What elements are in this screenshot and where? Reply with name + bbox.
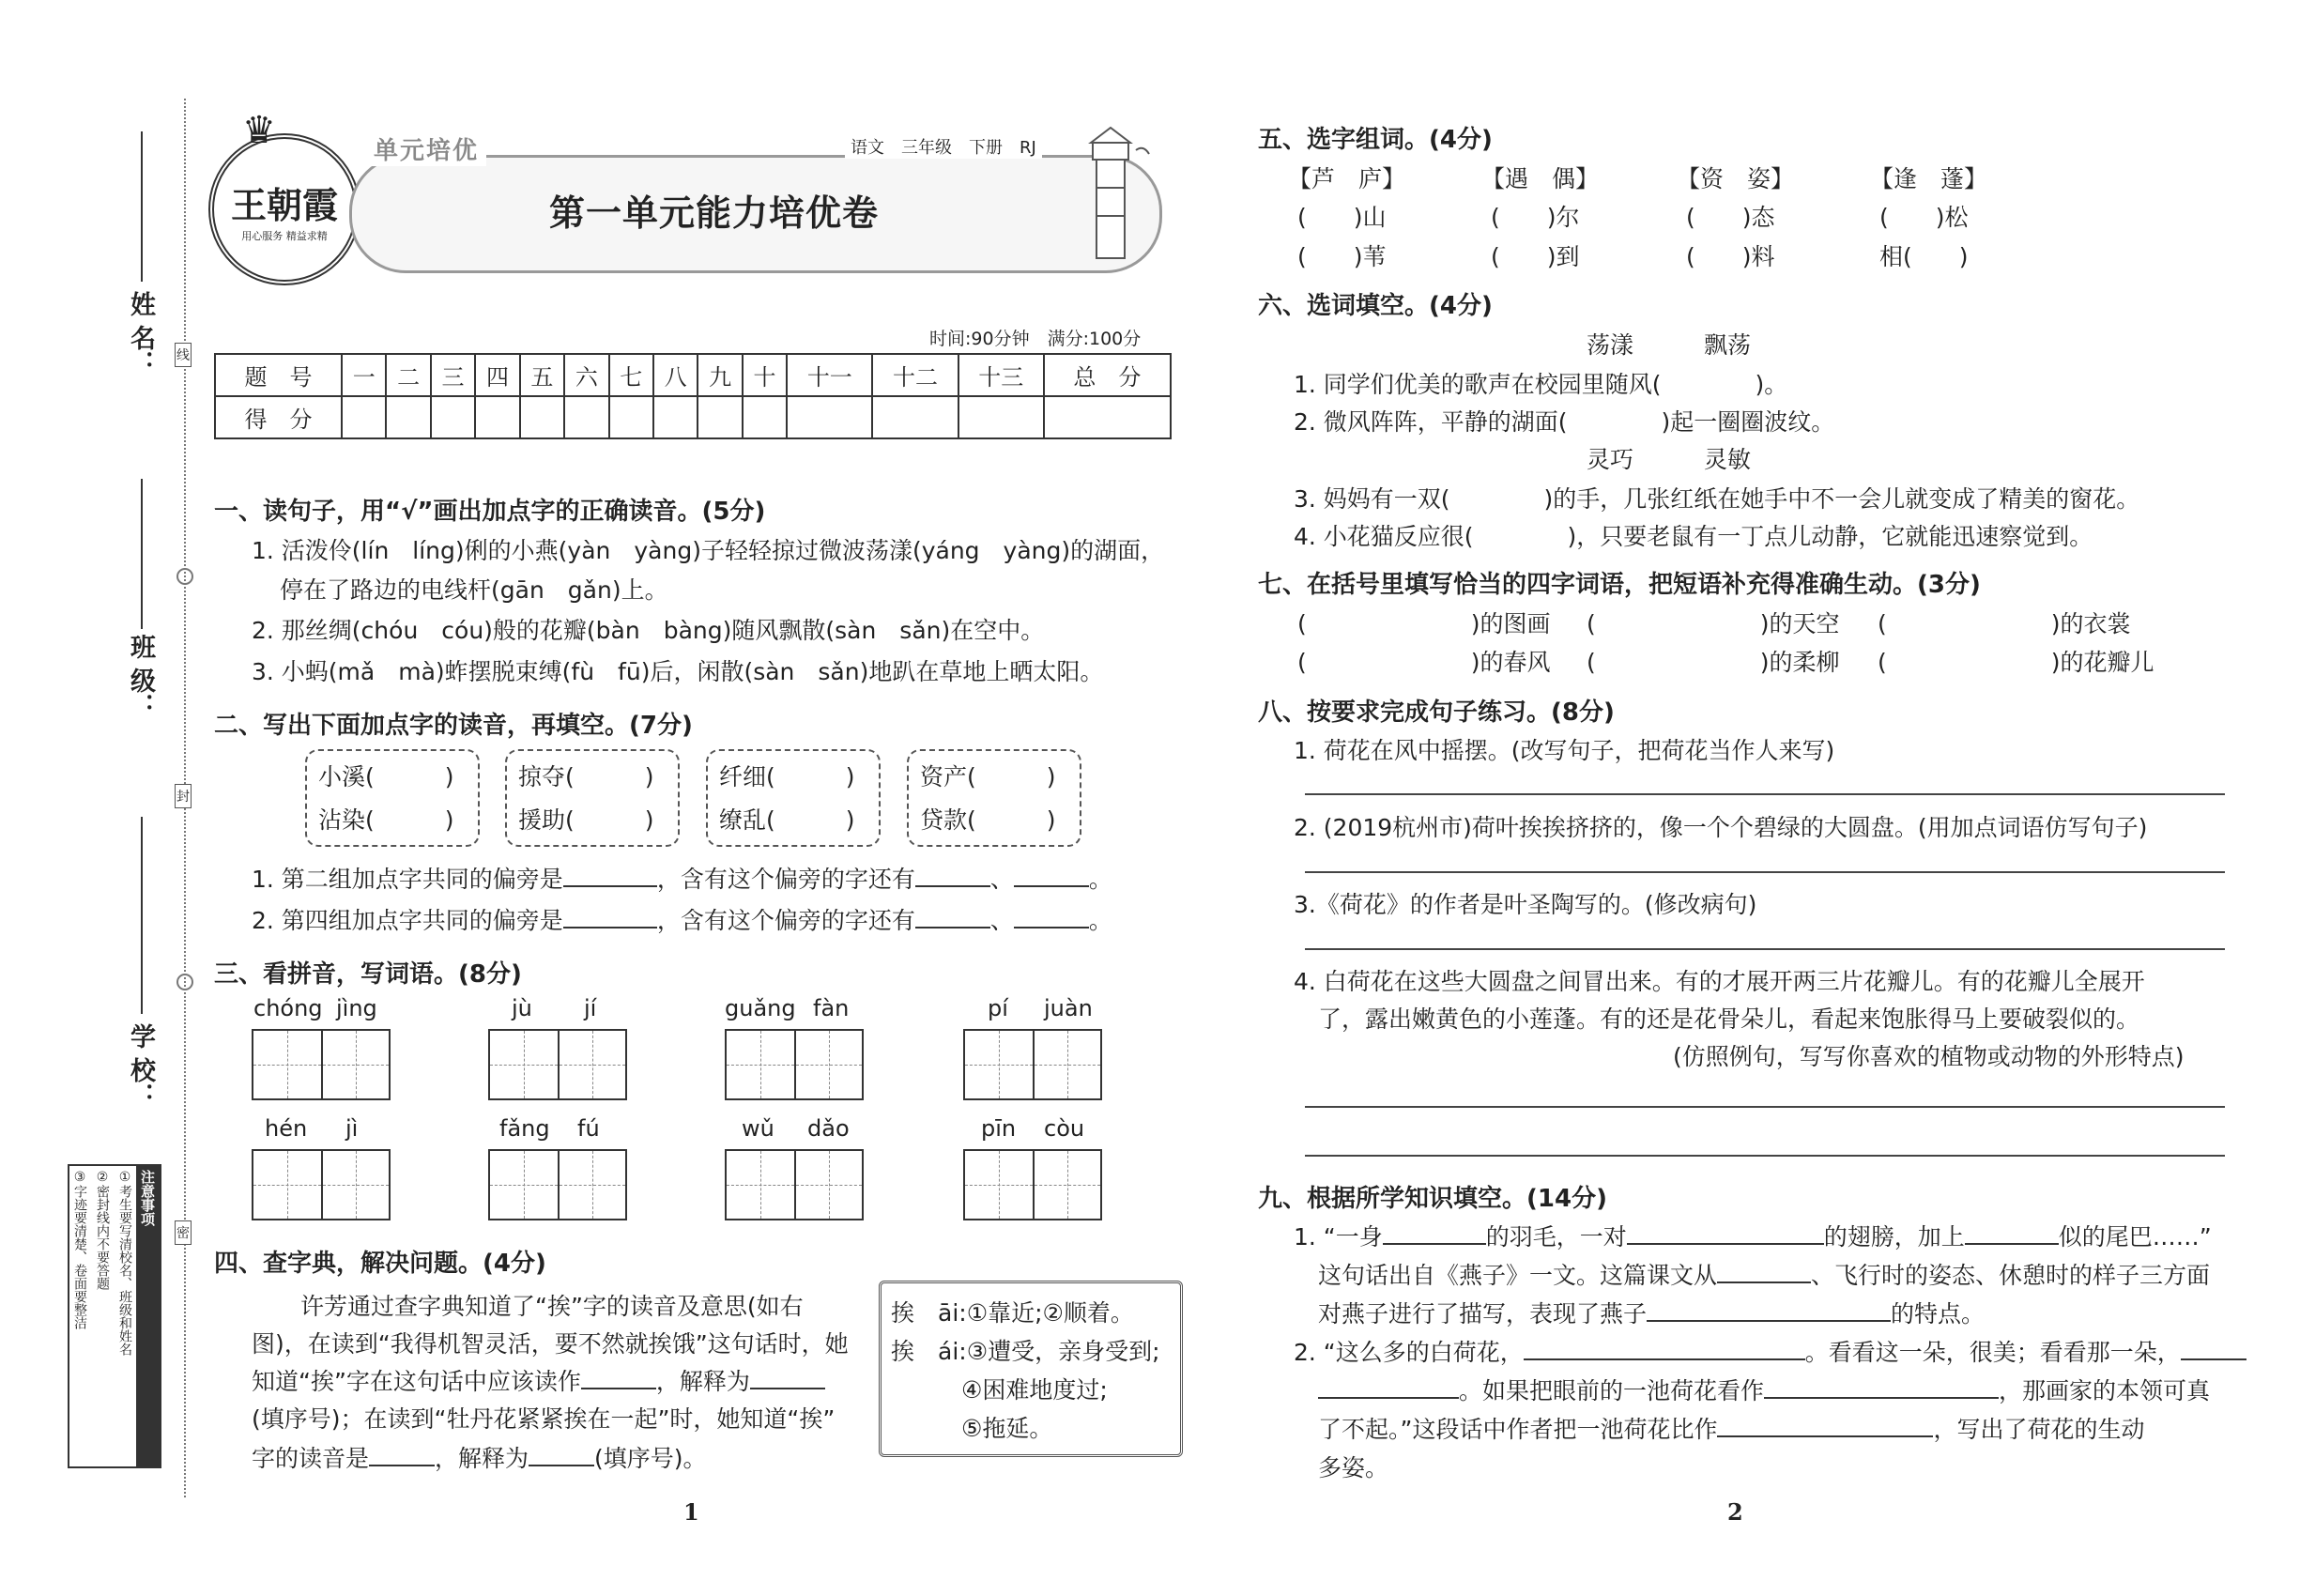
seal-mark-mi: 密 <box>175 1220 192 1245</box>
pinyin: wǔ <box>742 1115 774 1142</box>
score-header-cell: 一 <box>342 354 386 396</box>
answer-blank[interactable] <box>750 1364 825 1389</box>
answer-blank[interactable] <box>1965 1220 2059 1245</box>
name-line[interactable] <box>141 131 143 282</box>
q7-item[interactable]: ( )的花瓣儿 <box>1878 649 2154 676</box>
pinyin: jì <box>345 1115 359 1142</box>
score-input-cell[interactable] <box>958 396 1044 438</box>
q2-word: 沾染( ) <box>318 806 454 834</box>
q1-line: 2. 那丝绸(chóu cóu)般的花瓣(bàn bàng)随风飘散(sàn sǎn)在空中。 <box>252 617 1045 644</box>
answer-blank[interactable] <box>1717 1412 1933 1437</box>
writing-grid[interactable] <box>963 1029 1102 1100</box>
answer-line[interactable] <box>1305 871 2225 873</box>
score-input-cell[interactable] <box>520 396 564 438</box>
pinyin: dǎo <box>807 1115 850 1142</box>
score-header-cell: 八 <box>653 354 698 396</box>
pinyin: hén <box>265 1115 308 1142</box>
answer-line[interactable] <box>1305 1155 2225 1157</box>
q2-word: 贷款( ) <box>920 806 1056 834</box>
answer-line[interactable] <box>1305 948 2225 950</box>
pinyin: còu <box>1044 1115 1085 1142</box>
writing-grid[interactable] <box>725 1149 864 1220</box>
class-line[interactable] <box>141 479 143 629</box>
pinyin: jí <box>584 995 597 1021</box>
brand-name: 王朝霞 <box>230 184 338 226</box>
q4-text: 图)，在读到“我得机智灵活，要不然就挨饿”这句话时，她 <box>252 1330 849 1358</box>
book-meta: 语文 三年级 下册 RJ <box>845 134 1042 159</box>
notice-item: ③字迹要清楚、卷面要整洁 <box>72 1170 87 1329</box>
q5-item[interactable]: ( )山 <box>1297 204 1387 231</box>
score-header-cell: 四 <box>475 354 519 396</box>
q2-group <box>505 749 680 847</box>
q8-sentence: 4. 白荷花在这些大圆盘之间冒出来。有的才展开两三片花瓣儿。有的花瓣儿全展开 <box>1294 968 2145 995</box>
q5-item[interactable]: ( )苇 <box>1297 243 1387 270</box>
q5-item[interactable]: ( )尔 <box>1491 204 1580 231</box>
pinyin: pí <box>988 995 1008 1021</box>
crown-icon: ♛ <box>242 109 276 152</box>
q2-fill-1: 1. 第二组加点字共同的偏旁是 ，含有这个偏旁的字还有 、 。 <box>252 861 1112 895</box>
q9-line: 这句话出自《燕子》一文。这篇课文从 、飞行时的姿态、休憩时的样子三方面 <box>1318 1257 2210 1291</box>
score-input-cell[interactable] <box>872 396 958 438</box>
q6-title: 六、选词填空。(4分) <box>1258 292 1493 320</box>
q5-head: 【资 姿】 <box>1677 165 1795 192</box>
writing-grid[interactable] <box>488 1029 627 1100</box>
q8-sentence: 2. (2019杭州市)荷叶挨挨挤挤的，像一个个碧绿的大圆盘。(用加点词语仿写句子) <box>1294 814 2148 841</box>
q1-line: 停在了路边的电线杆(gān gǎn)上。 <box>280 576 668 604</box>
q8-sentence: 3.《荷花》的作者是叶圣陶写的。(修改病句) <box>1294 891 1757 918</box>
lighthouse-icon <box>1070 122 1155 263</box>
q3-title: 三、看拼音，写词语。(8分) <box>214 960 522 989</box>
score-input-cell[interactable] <box>1044 396 1171 438</box>
notice-item: ①考生要写清校名、班级和姓名 <box>117 1170 132 1356</box>
q7-item[interactable]: ( )的春风 <box>1297 649 1551 676</box>
q7-item[interactable]: ( )的衣裳 <box>1878 610 2131 637</box>
dictionary-box <box>879 1281 1183 1457</box>
score-input-cell[interactable] <box>743 396 787 438</box>
q7-title: 七、在括号里填写恰当的四字词语，把短语补充得准确生动。(3分) <box>1258 571 1981 599</box>
q1-line: 1. 活泼伶(lín líng)俐的小燕(yàn yàng)子轻轻掠过微波荡漾(yáng yàng)的湖面， <box>252 537 1165 564</box>
score-input-cell[interactable] <box>386 396 430 438</box>
q9-line: 1. “一身 的羽毛，一对 的翅膀，加上 似的尾巴……” <box>1294 1219 2212 1252</box>
q9-line: 了不起。”这段话中作者把一池荷花比作 ，写出了荷花的生动 <box>1318 1411 2144 1445</box>
series-label: 单元培优 <box>366 131 486 166</box>
q2-word: 资产( ) <box>920 763 1056 790</box>
q2-group <box>706 749 881 847</box>
q8-title: 八、按要求完成句子练习。(8分) <box>1258 698 1615 727</box>
q8-sentence: (仿照例句，写写你喜欢的植物或动物的外形特点) <box>1673 1043 2185 1070</box>
brand-slogan: 用心服务 精益求精 <box>241 230 328 242</box>
answer-blank[interactable] <box>1647 1297 1891 1322</box>
q4-text: (填序号)；在读到“牡丹花紧紧挨在一起”时，她知道“挨” <box>252 1405 836 1433</box>
q6-word-pair: 灵巧 灵敏 <box>1587 446 1752 473</box>
pinyin: fàn <box>813 995 850 1021</box>
q7-item[interactable]: ( )的柔柳 <box>1587 649 1840 676</box>
answer-blank[interactable] <box>529 1441 594 1466</box>
pinyin: guǎng <box>725 995 796 1021</box>
pinyin: fǎng <box>499 1115 550 1142</box>
q2-group <box>907 749 1081 847</box>
q2-word: 援助( ) <box>518 806 654 834</box>
q8-sentence: 1. 荷花在风中摇摆。(改写句子，把荷花当作人来写) <box>1294 737 1835 764</box>
writing-grid[interactable] <box>725 1029 864 1100</box>
notice-item: ②密封线内不要答题 <box>95 1170 110 1290</box>
answer-blank[interactable] <box>581 1364 656 1389</box>
q6-word-pair: 荡漾 飘荡 <box>1587 331 1752 359</box>
writing-grid[interactable] <box>963 1149 1102 1220</box>
answer-blank[interactable] <box>1014 862 1089 887</box>
name-label: 姓 名： <box>126 291 155 376</box>
answer-line[interactable] <box>1305 1106 2225 1108</box>
q5-item[interactable]: ( )料 <box>1686 243 1775 270</box>
q4-text: 许芳通过查字典知道了“挨”字的读音及意思(如右 <box>300 1293 804 1320</box>
answer-blank[interactable] <box>915 903 990 928</box>
score-header-cell: 总 分 <box>1044 354 1171 396</box>
q5-head: 【逢 蓬】 <box>1870 165 1988 192</box>
page-number-left: 1 <box>683 1498 699 1526</box>
score-input-cell[interactable] <box>475 396 519 438</box>
school-line[interactable] <box>141 817 143 1014</box>
q4-text-line5: 字的读音是 ，解释为 (填序号)。 <box>252 1440 707 1474</box>
q2-fill-2: 2. 第四组加点字共同的偏旁是 ，含有这个偏旁的字还有 、 。 <box>252 902 1112 936</box>
score-header-cell: 十三 <box>958 354 1044 396</box>
seal-mark-xian: 线 <box>175 343 192 367</box>
q4-text-line3: 知道“挨”字在这句话中应该读作 ，解释为 <box>252 1363 825 1397</box>
answer-blank[interactable] <box>563 862 657 887</box>
score-input-cell[interactable] <box>342 396 386 438</box>
q2-group <box>305 749 480 847</box>
q9-title: 九、根据所学知识填空。(14分) <box>1258 1185 1607 1213</box>
score-header-cell: 五 <box>520 354 564 396</box>
pinyin: juàn <box>1044 995 1093 1021</box>
q9-line: 2. “这么多的白荷花， 。看看这一朵，很美；看看那一朵， <box>1294 1334 2246 1368</box>
score-input-cell[interactable] <box>698 396 742 438</box>
q5-item[interactable]: ( )松 <box>1879 204 1969 231</box>
q9-line: 多姿。 <box>1318 1454 1389 1481</box>
answer-line[interactable] <box>1305 793 2225 795</box>
answer-blank[interactable] <box>1383 1220 1486 1245</box>
seal-mark-feng: 封 <box>175 784 192 808</box>
writing-grid[interactable] <box>488 1149 627 1220</box>
q2-word: 掠夺( ) <box>518 763 654 790</box>
score-header-cell: 十二 <box>872 354 958 396</box>
q5-item[interactable]: ( )到 <box>1491 243 1580 270</box>
score-header-cell: 十一 <box>787 354 872 396</box>
q5-title: 五、选字组词。(4分) <box>1258 126 1493 154</box>
dict-line: 挨 āi:①靠近;②顺着。 <box>891 1299 1134 1327</box>
q5-head: 【遇 偶】 <box>1481 165 1600 192</box>
page-title: 第一单元能力培优卷 <box>549 192 880 234</box>
q6-line: 1. 同学们优美的歌声在校园里随风( )。 <box>1294 371 1788 398</box>
binding-hole <box>176 974 193 990</box>
answer-blank[interactable] <box>1627 1220 1824 1245</box>
answer-blank[interactable] <box>1764 1373 1999 1399</box>
pinyin: pīn <box>981 1115 1017 1142</box>
score-header-label: 题 号 <box>215 354 342 396</box>
class-label: 班 级： <box>126 634 155 719</box>
q7-item[interactable]: ( )的天空 <box>1587 610 1840 637</box>
q2-title: 二、写出下面加点字的读音，再填空。(7分) <box>214 712 693 740</box>
pinyin: jìng <box>336 995 377 1021</box>
dict-line: ⑤拖延。 <box>961 1415 1053 1442</box>
q8-sentence: 了，露出嫩黄色的小莲蓬。有的还是花骨朵儿，看起来饱胀得马上要破裂似的。 <box>1318 1005 2140 1033</box>
score-table <box>214 353 1172 439</box>
q6-line: 4. 小花猫反应很( )，只要老鼠有一丁点儿动静，它就能迅速察觉到。 <box>1294 523 2093 550</box>
answer-blank[interactable] <box>563 903 657 928</box>
q1-line: 3. 小蚂(mǎ mà)蚱摆脱束缚(fù fū)后，闲散(sàn sǎn)地趴在草地上晒太阳。 <box>252 658 1104 685</box>
binding-hole <box>176 568 193 585</box>
writing-grid[interactable] <box>252 1149 391 1220</box>
notice-title: 注意事项 <box>136 1166 160 1466</box>
q2-word: 缭乱( ) <box>719 806 855 834</box>
pinyin: fú <box>577 1115 600 1142</box>
score-header-cell: 二 <box>386 354 430 396</box>
q1-title: 一、读句子，用“√”画出加点字的正确读音。(5分) <box>214 498 766 526</box>
notice-box <box>68 1164 161 1468</box>
answer-blank[interactable] <box>1717 1258 1811 1283</box>
score-input-cell[interactable] <box>609 396 653 438</box>
q9-line: 。如果把眼前的一池荷花看作 ，那画家的本领可真 <box>1318 1373 2210 1406</box>
dict-line: ④困难地度过; <box>961 1376 1108 1404</box>
answer-blank[interactable] <box>915 862 990 887</box>
school-label: 学 校： <box>126 1023 155 1109</box>
q6-line: 3. 妈妈有一双( )的手，几张红纸在她手中不一会儿就变成了精美的窗花。 <box>1294 485 2140 513</box>
pinyin: chóng <box>253 995 323 1021</box>
score-input-cell[interactable] <box>787 396 872 438</box>
q9-line: 对燕子进行了描写，表现了燕子 的特点。 <box>1318 1296 1985 1329</box>
score-header-cell: 十 <box>743 354 787 396</box>
score-row-label: 得 分 <box>215 396 342 438</box>
q4-title: 四、查字典，解决问题。(4分) <box>214 1250 546 1278</box>
answer-blank[interactable] <box>1524 1335 1805 1360</box>
score-header-cell: 三 <box>431 354 475 396</box>
answer-blank[interactable] <box>1014 903 1089 928</box>
score-header-cell: 九 <box>698 354 742 396</box>
writing-grid[interactable] <box>252 1029 391 1100</box>
pinyin: jù <box>512 995 532 1021</box>
q5-item[interactable]: ( )态 <box>1686 204 1775 231</box>
q5-head: 【芦 庐】 <box>1288 165 1406 192</box>
q2-word: 纤细( ) <box>719 763 855 790</box>
score-input-cell[interactable] <box>564 396 608 438</box>
score-header-cell: 七 <box>609 354 653 396</box>
q6-line: 2. 微风阵阵，平静的湖面( )起一圈圈波纹。 <box>1294 408 1835 436</box>
page-number-right: 2 <box>1727 1498 1743 1526</box>
q7-item[interactable]: ( )的图画 <box>1297 610 1551 637</box>
time-info: 时间:90分钟 满分:100分 <box>929 329 1142 349</box>
q2-word: 小溪( ) <box>318 763 454 790</box>
score-header-cell: 六 <box>564 354 608 396</box>
score-input-cell[interactable] <box>653 396 698 438</box>
q5-item[interactable]: 相( ) <box>1879 243 1969 270</box>
score-input-cell[interactable] <box>431 396 475 438</box>
answer-blank[interactable] <box>369 1441 435 1466</box>
dict-line: 挨 ái:③遭受，亲身受到; <box>891 1338 1160 1365</box>
answer-blank[interactable] <box>1318 1373 1459 1399</box>
answer-blank[interactable] <box>2181 1335 2246 1360</box>
brand-logo <box>208 109 360 285</box>
